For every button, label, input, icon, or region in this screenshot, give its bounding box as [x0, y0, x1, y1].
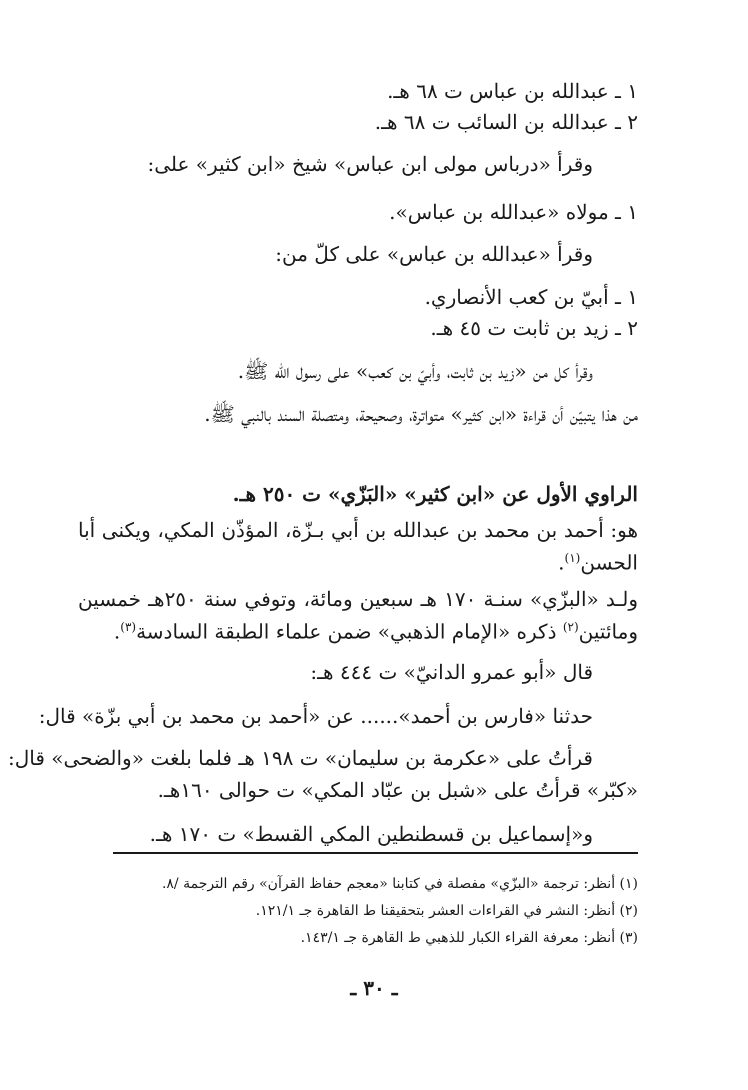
chain-line-4: ١ ـ أبيّ بن كعب الأنصاري. [424, 285, 638, 309]
rawi-bio: هو: أحمد بن محمد بن عبدالله بن أبي بـزّة، المؤذّن المكي، ويكنى أبا الحسن$^{(١)}$. [78, 518, 638, 575]
dani-qira-2: «كبّر» قرأتُ على «شبل بن عبّاد المكي» ت حوالى ١٦٠هـ. [157, 778, 638, 802]
footnote-ref-3: (٣) [120, 620, 137, 634]
dani-qira-3: و«إسماعيل بن قسطنطين المكي القسط» ت ١٧٠ هـ. [149, 822, 593, 846]
ibn-abbas-line: وقرأ «عبدالله بن عباس» على كلّ من: [275, 242, 593, 266]
footnote-1: (١) أنظر: ترجمة «البزّي» مفصلة في كتابنا «معجم حفاظ القرآن» رقم الترجمة /٨. [161, 876, 638, 892]
tawatur-paragraph: من هذا يتبيّن أن قراءة «ابن كثير» متواترة، وصحيحة، ومتصلة السند بالنبي ﷺ. [204, 402, 638, 426]
dani-intro: قال «أبو عمرو الدانيّ» ت ٤٤٤ هـ: [310, 660, 593, 684]
footnote-ref-2: (٢) [562, 620, 579, 634]
rawi-birth: ولـد «البزّي» سنـة ١٧٠ هـ سبعين ومائة، وتوفي سنة ٢٥٠هـ خمسين ومائتين$^{(٢)}$ ذكره «الإمام الذهبي» ضمن علماء الطبقة السادسة$^{(٣)}$. [78, 587, 639, 644]
footnote-divider [113, 852, 638, 854]
chain-line-5: ٢ ـ زيد بن ثابت ت ٤٥ هـ. [430, 316, 638, 340]
chain-line-3: ١ ـ مولاه «عبدالله بن عباس». [389, 200, 638, 224]
darbas-line: وقرأ «درباس مولى ابن عباس» شيخ «ابن كثير» على: [147, 152, 593, 176]
prophet-line: وقرأ كل من «زيد بن ثابت، وأبيّ بن كعب» على رسول الله ﷺ. [237, 359, 593, 383]
footnote-3: (٣) أنظر: معرفة القراء الكبار للذهبي ط القاهرة جـ ١٤٣/١. [300, 930, 638, 946]
chain-line-2: ٢ ـ عبدالله بن السائب ت ٦٨ هـ. [374, 110, 638, 134]
chain-line-1: ١ ـ عبدالله بن عباس ت ٦٨ هـ. [387, 79, 638, 103]
page-number: ـ ٣٠ ـ [350, 976, 398, 1000]
dani-isnad: حدثنا «فارس بن أحمد»...... عن «أحمد بن محمد بن أبي بزّة» قال: [38, 704, 593, 728]
dani-qira-1: قرأتُ على «عكرمة بن سليمان» ت ١٩٨ هـ فلما بلغت «والضحى» قال: [7, 746, 593, 770]
rawi-heading: الراوي الأول عن «ابن كثير» «البَزّي» ت ٢٥٠ هـ. [232, 482, 638, 506]
footnote-2: (٢) أنظر: النشر في القراءات العشر بتحقيقنا ط القاهرة جـ ١٢١/١. [255, 903, 638, 919]
footnote-ref-1: (١) [564, 551, 581, 565]
